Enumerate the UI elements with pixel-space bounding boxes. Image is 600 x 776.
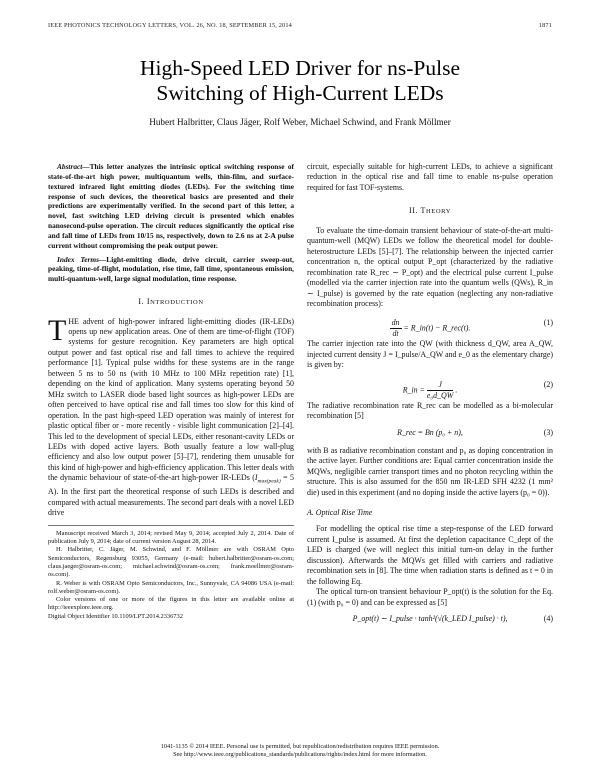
author-list: Hubert Halbritter, Claus Jäger, Rolf Weber, Michael Schwind, and Frank Möllmer bbox=[149, 117, 451, 127]
theory-paragraph-4: with B as radiative recombination constant and p₀ as doping concentration in the active layer. Further conditions are: Equal carrier concentration inside the MQWs, negligible carrier transport times and no photon recycling within the structure. This is also assumed for the 850 nm IR-LED SFH 4232 (1 mm² die) used in this experiment (and no doping inside the active layers (p₀ = 0)). bbox=[307, 445, 553, 497]
intro-continuation: circuit, especially suitable for high-current LEDs, to achieve a significant reduction in the optical rise and fall time to enable ns-pulse operation required for fast TOF-systems. bbox=[307, 162, 553, 192]
footnotes bbox=[48, 525, 294, 621]
rise-time-paragraph-1: For modelling the optical rise time a step-response of the LED forward current I_pulse is assumed. At first the depletion capacitance C_dept of the LED is charged (we will neglect this initial turn-on delay in the further discussion). Afterwards the MQWs get filled with carriers and radiative recombination sets in [8]. The time when radiation starts is defined as t = 0 in the following Eq. bbox=[307, 524, 553, 586]
subsection-heading-rise-time: A. Optical Rise Time bbox=[307, 507, 373, 517]
rights-link-line: See http://www.ieee.org/publications_standards/publications/rights/index.html for more information. bbox=[173, 751, 427, 759]
theory-paragraph-1: To evaluate the time-domain transient behaviour of state-of-the-art multi-quantum-well (MQW) LEDs we follow the theoretical model for double-heterostructure LEDs [5]–[7]. The relationship between the injected carrier concentration n, the optical output P_opt (characterized by the radiative recombination rate R_rec ∼ P_opt) and the electrical pulse current I_pulse (modelled via the carrier injection rate into the quantum wells (QWs), R_in ∼ I_pulse) is governed by the rate equation (neglecting any non-radiative recombination process): bbox=[307, 225, 553, 308]
equation-2: R_in = $\frac{J}{\text{e₀d\_QW}}$ . (2) bbox=[402, 379, 553, 400]
section-heading-introduction: I. INTRODUCTION bbox=[138, 297, 204, 307]
title-line-1: High-Speed LED Driver for ns-Pulse bbox=[139, 56, 461, 80]
theory-paragraph-2: The carrier injection rate into the QW (with thickness d_QW, area A_QW, injected current density J = I_pulse/A_QW and e_0 as the elementary charge) is given by: bbox=[307, 339, 553, 370]
journal-line: IEEE PHOTONICS TECHNOLOGY LETTERS, VOL. 26, NO. 18, SEPTEMBER 15, 2014 bbox=[48, 22, 292, 29]
equation-1-number: (1) bbox=[543, 318, 553, 328]
copyright-footer bbox=[0, 743, 600, 760]
equation-3: R_rec = Bn (p₀ + n), (3) bbox=[397, 427, 553, 437]
equation-3-number: (3) bbox=[543, 427, 553, 437]
abstract bbox=[48, 162, 294, 251]
footnote-doi: Digital Object Identifier 10.1109/LPT.2014.2336732 bbox=[48, 612, 183, 620]
rise-time-paragraph-2: The optical turn-on transient behaviour P_opt(t) is the solution for the Eq. (1) (with p₀ = 0) and can be expressed as [5] bbox=[307, 587, 553, 607]
index-terms-text: Light-emitting diode, drive circuit, carrier sweep-out, peaking, time-of-flight, modulation, rise time, fall time, spontaneous emission, multi-quantum-well, large signal modulation, time response. bbox=[48, 254, 294, 284]
title-line-2: Switching of High-Current LEDs bbox=[156, 81, 444, 105]
right-column bbox=[307, 162, 553, 632]
left-column bbox=[48, 162, 294, 621]
introduction-paragraph: THE advent of high-power infrared light-emitting diodes (IR-LEDs) opens up new application areas. One of them are time-of-flight (TOF) systems for gesture recognition. Key parameters are high optical output power and fast optical rise and fall times to achieve the required performance [1]. Typical pulse widths for these systems are in the range between 5 ns to 50 ns (with 10 MHz to 100 MHz repetition rate) [1], depending on the kind of application. Many systems operating beyond 50 MHz switch to LASER diode based light sources as high-power LEDs are often perceived to have optical rise and fall times too slow for this kind of operation. In the past high-speed LED operation was mainly of interest for plastic optical fiber or - more recently - visible light communication [2]–[4]. This led to the development of special LEDs, either resonant-cavity LEDs or LEDs with doped active layers. Both usually feature a low wall-plug efficiency and also low output power [5]–[7], rendering them unusable for this kind of high-power and high-efficiency application. This letter deals with the dynamic behaviour of state-of-the-art high-power IR-LEDs ($I_{max(peak)} = 5$ A). In the first part the theoretical response of such LEDs is described and compared with actual measurements. The second part deals with a novel LED drive bbox=[48, 313, 294, 518]
abstract-text: This letter analyzes the intrinsic optical switching response of state-of-the-art high power, multiquantum wells, thin-film, and surface-textured infrared light emitting diodes (LEDs). For the switching time response of such devices, the theoretical basics are presented and their predictions are experimentally verified. In the second part of this letter, a novel, fast switching LED driving circuit is presented which enables nanosecond-pulse operation. The circuit reduces significantly the optical rise and fall time of LEDs from 10/15 ns, respectively, down to 2.6 ns at 2-A pulse current without compromising the peak output power. bbox=[48, 162, 294, 250]
abstract-label: Abstract— bbox=[57, 162, 90, 171]
equation-4: P_opt(t) ∼ I_pulse · tanh²(√(k_LED I_pulse) · t), (4) bbox=[352, 614, 553, 624]
theory-paragraph-3: The radiative recombination rate R_rec can be modelled as a bi-molecular recombination [5] bbox=[307, 400, 553, 421]
copyright-line: 1041-1135 © 2014 IEEE. Personal use is permitted, but republication/redistribution requires IEEE permission. bbox=[160, 743, 440, 750]
paper-title bbox=[0, 56, 600, 106]
running-header bbox=[48, 22, 552, 29]
equation-1: $\frac{dn}{dt}$ = R_in(t) − R_rec(t). (1) bbox=[391, 318, 553, 339]
footnote-received: Manuscript received March 3, 2014; revised May 9, 2014; accepted July 2, 2014. Date of publication July 9, 2014; date of current version August 28, 2014. bbox=[48, 529, 294, 546]
footnote-affiliation-osram: H. Halbritter, C. Jäger, M. Schwind, and F. Möllmer are with OSRAM Opto Semiconductors, Regensburg 93055, Germany (e-mail: hubert.halbritter@osram-os.com; claus.jaeger@osram-os.com; michael.schwind@osram-os.com; frank.moellmer@osram-os.com). bbox=[48, 546, 294, 579]
page-number: 1871 bbox=[538, 22, 552, 29]
section-heading-theory: II. THEORY bbox=[408, 206, 452, 216]
equation-2-number: (2) bbox=[543, 379, 553, 389]
index-terms bbox=[48, 255, 294, 285]
drop-cap: T bbox=[48, 313, 67, 347]
footnote-color-versions: Color versions of one or more of the figures in this letter are available online at http://ieeexplore.ieee.org. bbox=[48, 596, 294, 612]
index-terms-label: Index Terms— bbox=[57, 254, 107, 264]
equation-4-number: (4) bbox=[543, 614, 553, 624]
footnote-affiliation-weber: R. Weber is with OSRAM Opto Semiconductors, Inc., Sunnyvale, CA 94086 USA (e-mail: rolf.weber@osram-os.com). bbox=[48, 579, 294, 595]
